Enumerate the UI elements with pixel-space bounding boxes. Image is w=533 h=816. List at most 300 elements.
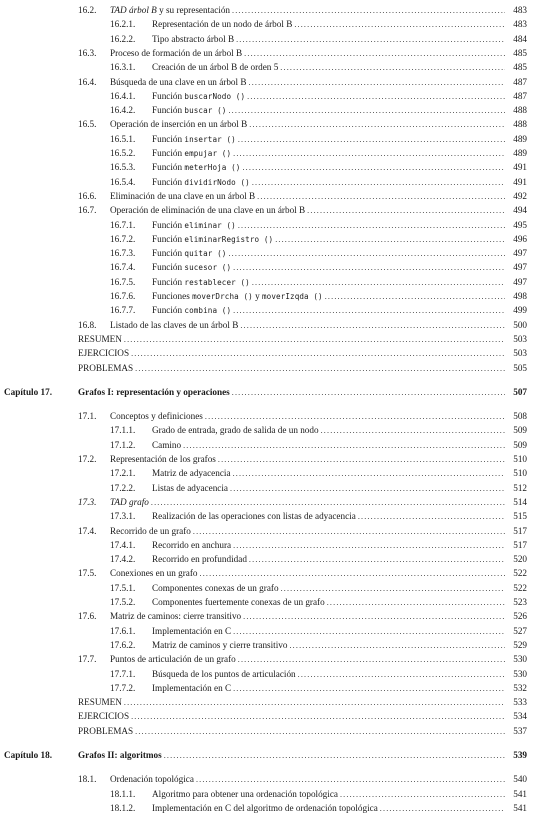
toc-entry-row <box>0 538 533 552</box>
page-number: 491 <box>513 162 527 173</box>
dot-leader <box>233 304 505 318</box>
section-number: 17.5.2. <box>110 597 136 607</box>
section-title <box>152 681 233 695</box>
title-segment: Listas de adyacencia <box>152 482 229 493</box>
toc-entry-row <box>0 103 533 117</box>
section-title <box>110 652 238 666</box>
title-segment: insertar () <box>184 134 236 144</box>
section-number: 16.8. <box>78 319 97 330</box>
section-number: 16.7. <box>78 205 97 216</box>
page-number: 539 <box>513 750 527 760</box>
section-title <box>152 423 321 437</box>
section-title <box>152 146 233 161</box>
section-title <box>78 361 135 375</box>
page-number: 540 <box>513 774 527 785</box>
dot-leader <box>228 247 505 261</box>
section-number: 17.3.1. <box>110 511 136 522</box>
dot-leader <box>289 639 505 653</box>
section-title <box>152 160 242 175</box>
section-number: 16.2.1. <box>110 19 136 30</box>
title-segment: Búsqueda de una clave en un árbol B <box>110 76 247 87</box>
title-segment: sucesor () <box>184 263 232 273</box>
title-segment: buscar () <box>184 106 227 116</box>
toc-entry-row <box>0 695 533 709</box>
section-number: 16.7.4. <box>110 262 136 273</box>
title-segment: Grafos II: algoritmos <box>78 750 162 760</box>
section-number: 17.6.1. <box>110 625 136 636</box>
title-segment: Función <box>152 176 185 187</box>
toc-entry-row <box>0 3 533 17</box>
section-title <box>152 89 247 104</box>
page-number: 510 <box>513 454 527 464</box>
section-title <box>152 289 325 304</box>
toc-entry-row <box>0 652 533 666</box>
dot-leader <box>238 219 505 233</box>
toc-entry-row <box>0 452 533 466</box>
dot-leader <box>249 118 505 132</box>
dot-leader <box>340 788 505 802</box>
title-segment: Matriz de caminos y cierre transitivo <box>152 639 288 650</box>
title-segment: TAD grafo <box>110 496 149 507</box>
section-title <box>152 438 183 452</box>
dot-leader <box>196 773 505 787</box>
section-number: 17.1. <box>78 411 97 422</box>
toc-entry-row <box>0 318 533 332</box>
page-number: 532 <box>513 682 527 693</box>
title-segment: Función <box>152 148 185 158</box>
section-number: 17.5.1. <box>110 582 136 593</box>
toc-entry-row <box>0 275 533 289</box>
section-title <box>152 509 358 523</box>
section-title <box>152 538 233 552</box>
toc-entry-row <box>0 203 533 217</box>
section-number: 16.3.1. <box>110 62 136 73</box>
section-title <box>110 46 244 60</box>
page-number: 541 <box>513 802 527 813</box>
page-number: 522 <box>513 568 527 579</box>
title-segment: Operación de inserción en un árbol B <box>110 119 248 130</box>
title-segment: restablecer () <box>184 277 250 287</box>
title-segment: Realización de las operaciones con listas de adyacencia <box>152 511 356 522</box>
title-segment: meterHoja () <box>184 163 241 173</box>
dot-leader <box>294 18 505 32</box>
dot-leader <box>247 90 505 104</box>
toc-entry-row <box>0 117 533 131</box>
toc-entry-row <box>0 495 533 509</box>
title-segment: Matriz de caminos: cierre transitivo <box>110 611 242 622</box>
toc-entry-row <box>0 595 533 609</box>
section-title <box>110 189 257 203</box>
section-number: 17.2. <box>78 454 97 464</box>
section-title <box>78 695 124 709</box>
dot-leader <box>233 467 505 481</box>
dot-leader <box>218 453 505 467</box>
toc-entry-row <box>0 681 533 695</box>
toc-entry-row <box>0 801 533 815</box>
title-segment: Ordenación topológica <box>110 774 194 785</box>
section-title <box>152 481 230 495</box>
section-title <box>152 624 233 638</box>
toc-entry-row <box>0 667 533 681</box>
dot-leader <box>124 696 505 710</box>
title-segment: PROBLEMAS <box>78 362 134 373</box>
page-number: 500 <box>513 319 527 330</box>
page-number: 485 <box>513 62 527 73</box>
page-number: 510 <box>513 468 527 479</box>
title-segment: Función <box>152 276 185 287</box>
section-number: 16.7.6. <box>110 291 136 301</box>
title-segment: EJERCICIOS <box>78 711 130 722</box>
toc-chapter-row <box>0 748 533 762</box>
toc-entry-row <box>0 724 533 738</box>
title-segment: Operación de eliminación de una clave en un árbol B <box>110 205 306 216</box>
section-title <box>152 32 236 46</box>
title-segment: Componentes fuertemente conexas de un grafo <box>152 597 325 607</box>
dot-leader <box>135 725 505 739</box>
section-title <box>152 218 238 233</box>
page-number: 495 <box>513 219 527 230</box>
toc-entry-row <box>0 438 533 452</box>
title-segment: Conceptos y definiciones <box>110 411 203 422</box>
dot-leader <box>321 424 505 438</box>
page-number: 522 <box>513 582 527 593</box>
page-number: 533 <box>513 697 527 708</box>
page-number: 514 <box>513 496 527 507</box>
dot-leader <box>252 176 505 190</box>
dot-leader <box>358 510 505 524</box>
section-title <box>152 103 228 118</box>
dot-leader <box>232 4 505 18</box>
section-number: 16.3. <box>78 47 97 58</box>
section-title <box>110 3 232 17</box>
page-number: 523 <box>513 597 527 607</box>
title-segment: PROBLEMAS <box>78 725 134 736</box>
section-number: 17.2.2. <box>110 482 136 493</box>
section-number: 17.1.2. <box>110 439 136 450</box>
page-number: 515 <box>513 511 527 522</box>
toc-entry-row <box>0 624 533 638</box>
section-title <box>78 709 131 723</box>
dot-leader <box>240 319 505 333</box>
toc-entry-row <box>0 89 533 103</box>
page-number: 488 <box>513 105 527 116</box>
section-title <box>110 75 249 89</box>
section-title <box>110 318 240 332</box>
toc-entry-row <box>0 160 533 174</box>
title-segment: dividirNodo () <box>184 177 250 187</box>
page-number: 485 <box>513 47 527 58</box>
dot-leader <box>233 261 505 275</box>
title-segment: eliminarRegistro () <box>184 234 274 244</box>
page-number: 509 <box>513 439 527 450</box>
title-segment: RESUMEN <box>78 697 122 708</box>
toc-entry-row <box>0 332 533 346</box>
section-title <box>110 409 205 423</box>
title-segment: Recorrido en anchura <box>152 539 232 550</box>
title-segment: moverDrcha () <box>192 292 253 301</box>
toc-entry-row <box>0 232 533 246</box>
section-title <box>110 452 218 466</box>
section-number: 17.2.1. <box>110 468 136 479</box>
dot-leader <box>183 439 505 453</box>
dot-leader <box>193 525 505 539</box>
section-number: 17.4.1. <box>110 539 136 550</box>
page-number: 541 <box>513 788 527 799</box>
page-number: 489 <box>513 133 527 144</box>
title-segment: Búsqueda de los puntos de articulación <box>152 668 296 679</box>
section-number: 16.2.2. <box>110 33 136 44</box>
dot-leader <box>232 386 505 400</box>
title-segment: moverIzqda () <box>262 292 323 301</box>
toc-entry-row <box>0 17 533 31</box>
page-number: 491 <box>513 176 527 187</box>
section-number: 16.5.2. <box>110 148 136 158</box>
title-segment: Grado de entrada, grado de salida de un nodo <box>152 425 319 436</box>
chapter-label: Capítulo 17. <box>4 386 52 397</box>
section-number: 17.7. <box>78 654 97 665</box>
toc-entry-row <box>0 46 533 60</box>
toc-entry-row <box>0 218 533 232</box>
title-segment: Algoritmo para obtener una ordenación topológica <box>152 788 338 799</box>
page-number: 503 <box>513 333 527 344</box>
section-number: 17.7.1. <box>110 668 136 679</box>
title-segment: Listado de las claves de un árbol B <box>110 319 239 330</box>
toc-entry-row <box>0 246 533 260</box>
title-segment: combina () <box>184 306 232 316</box>
page-number: 499 <box>513 305 527 316</box>
dot-leader <box>242 161 505 175</box>
title-segment: Conexiones en un grafo <box>110 568 198 579</box>
title-segment: Grafos I: representación y operaciones <box>78 386 230 397</box>
title-segment: Función <box>152 162 185 173</box>
section-title <box>152 667 298 681</box>
dot-leader <box>252 276 505 290</box>
page-number: 503 <box>513 348 527 359</box>
dot-leader <box>124 333 505 347</box>
section-title <box>110 524 193 538</box>
toc-entry-row <box>0 60 533 74</box>
title-segment: y su representación <box>156 5 231 15</box>
toc-entry-row <box>0 146 533 160</box>
toc-entry-row <box>0 409 533 423</box>
dot-leader <box>281 582 505 596</box>
page-number: 489 <box>513 148 527 158</box>
section-title <box>110 566 200 580</box>
section-title <box>110 495 151 509</box>
page-number: 530 <box>513 654 527 665</box>
dot-leader <box>236 33 505 47</box>
dot-leader <box>325 290 505 304</box>
title-segment: empujar () <box>184 149 232 158</box>
section-title <box>152 466 233 480</box>
section-title <box>110 203 307 217</box>
section-number: 16.4. <box>78 76 97 87</box>
dot-leader <box>275 233 505 247</box>
section-number: 16.7.1. <box>110 219 136 230</box>
page-number: 487 <box>513 76 527 87</box>
page-number: 498 <box>513 291 527 301</box>
title-segment: EJERCICIOS <box>78 348 130 359</box>
toc-entry-row <box>0 303 533 317</box>
page-number: 488 <box>513 119 527 130</box>
toc-entry-row <box>0 189 533 203</box>
section-number: 16.4.2. <box>110 105 136 116</box>
section-title <box>152 552 249 566</box>
page-number: 517 <box>513 539 527 550</box>
section-number: 16.5.1. <box>110 133 136 144</box>
page-number: 496 <box>513 233 527 244</box>
toc-entry-row <box>0 772 533 786</box>
section-number: 17.7.2. <box>110 682 136 693</box>
dot-leader <box>233 147 505 161</box>
page-number: 484 <box>513 33 527 44</box>
dot-leader <box>131 347 505 361</box>
toc-entry-row <box>0 509 533 523</box>
title-segment: Implementación en C <box>152 682 232 693</box>
title-segment: y <box>252 291 262 301</box>
page-number: 509 <box>513 425 527 436</box>
title-segment: Función <box>152 133 185 144</box>
page-number: 527 <box>513 625 527 636</box>
section-number: 16.7.2. <box>110 233 136 244</box>
section-number: 16.5.4. <box>110 176 136 187</box>
section-title <box>78 724 135 738</box>
section-number: 16.7.7. <box>110 305 136 316</box>
section-title <box>152 638 289 652</box>
title-segment: Representación de un nodo de árbol B <box>152 19 293 30</box>
title-segment: Función <box>152 305 185 316</box>
title-segment: Función <box>152 233 185 244</box>
section-title <box>110 772 196 786</box>
dot-leader <box>200 567 505 581</box>
section-number: 16.7.5. <box>110 276 136 287</box>
title-segment: Componentes conexas de un grafo <box>152 582 279 593</box>
toc-entry-row <box>0 552 533 566</box>
dot-leader <box>327 596 505 610</box>
title-segment: Matriz de adyacencia <box>152 468 231 479</box>
toc-entry-row <box>0 32 533 46</box>
title-segment: Implementación en C del algoritmo de ordenación topológica <box>152 802 378 813</box>
dot-leader <box>228 104 505 118</box>
dot-leader <box>233 539 505 553</box>
section-number: 17.3. <box>78 496 97 507</box>
section-title <box>152 787 340 801</box>
section-number: 17.5. <box>78 568 97 579</box>
dot-leader <box>244 47 505 61</box>
title-segment: Función <box>152 105 185 116</box>
page-number: 483 <box>513 5 527 15</box>
page-number: 483 <box>513 19 527 30</box>
toc-entry-row <box>0 289 533 303</box>
page-number: 537 <box>513 725 527 736</box>
section-title <box>78 748 164 762</box>
page-number: 526 <box>513 611 527 622</box>
section-number: 18.1.2. <box>110 802 136 813</box>
title-segment: Camino <box>152 439 182 450</box>
title-segment: Función <box>152 248 185 259</box>
toc-chapter-row <box>0 385 533 399</box>
section-number: 16.6. <box>78 190 97 201</box>
section-title <box>152 275 252 290</box>
section-title <box>78 346 131 360</box>
toc-entry-row <box>0 481 533 495</box>
toc-entry-row <box>0 566 533 580</box>
dot-leader <box>249 553 505 567</box>
section-number: 18.1. <box>78 774 97 785</box>
dot-leader <box>249 76 506 90</box>
section-title <box>152 260 233 275</box>
page-number: 530 <box>513 668 527 679</box>
page-number: 520 <box>513 554 527 565</box>
dot-leader <box>238 133 505 147</box>
dot-leader <box>151 496 505 510</box>
toc-entry-row <box>0 361 533 375</box>
section-title <box>152 60 280 74</box>
page-number: 494 <box>513 205 527 216</box>
dot-leader <box>135 362 505 376</box>
title-segment: Función <box>152 262 185 273</box>
section-title <box>152 232 275 247</box>
chapter-label: Capítulo 18. <box>4 750 52 760</box>
page-number: 529 <box>513 639 527 650</box>
section-title <box>152 132 238 147</box>
dot-leader <box>307 204 505 218</box>
page-number: 497 <box>513 262 527 273</box>
dot-leader <box>243 610 505 624</box>
page-number: 512 <box>513 482 527 493</box>
section-title <box>152 17 294 31</box>
toc-entry-row <box>0 709 533 723</box>
toc-entry-row <box>0 260 533 274</box>
dot-leader <box>205 410 505 424</box>
title-segment: quitar () <box>184 249 227 259</box>
section-number: 17.6. <box>78 611 97 622</box>
title-segment: eliminar () <box>184 220 236 230</box>
section-number: 17.4. <box>78 525 97 536</box>
toc-entry-row <box>0 75 533 89</box>
title-segment: Recorrido en profundidad <box>152 554 247 565</box>
title-segment: Creación de un árbol B de orden 5 <box>152 62 279 73</box>
section-number: 17.6.2. <box>110 639 136 650</box>
toc-entry-row <box>0 175 533 189</box>
section-title <box>110 117 249 131</box>
title-segment: Recorrido de un grafo <box>110 525 191 536</box>
title-segment: Puntos de articulación de un grafo <box>110 654 236 665</box>
title-segment: Implementación en C <box>152 625 232 636</box>
section-number: 16.5. <box>78 119 97 130</box>
title-segment: Eliminación de una clave en un árbol B <box>110 190 256 201</box>
section-number: 17.4.2. <box>110 554 136 565</box>
title-segment: TAD árbol B <box>110 5 157 15</box>
page-number: 507 <box>513 386 527 397</box>
section-number: 17.1.1. <box>110 425 136 436</box>
page-number: 505 <box>513 362 527 373</box>
dot-leader <box>164 749 505 763</box>
section-title <box>152 175 252 190</box>
dot-leader <box>131 710 505 724</box>
title-segment: Función <box>152 219 185 230</box>
dot-leader <box>233 625 505 639</box>
page-number: 534 <box>513 711 527 722</box>
page-number: 508 <box>513 411 527 422</box>
page-number: 517 <box>513 525 527 536</box>
toc-entry-row <box>0 609 533 623</box>
section-title <box>152 303 233 318</box>
section-title <box>78 385 232 399</box>
section-title <box>152 595 327 609</box>
section-title <box>152 581 281 595</box>
section-number: 16.5.3. <box>110 162 136 173</box>
